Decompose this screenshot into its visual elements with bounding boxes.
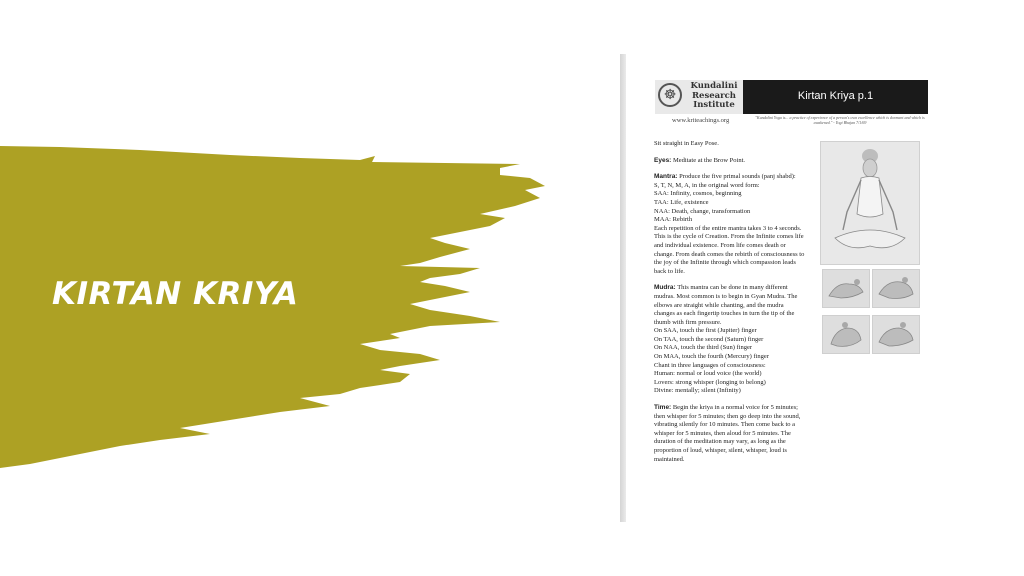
logo-text: Kundalini Research Institute: [690, 81, 738, 110]
document-body: [654, 140, 814, 472]
meditating-figure-illustration: [820, 141, 920, 265]
header-title-bar: [743, 80, 928, 114]
mudra-photo-first-finger: [822, 269, 870, 308]
mudra-photo-second-finger: [872, 269, 920, 308]
mudra-photo-fourth-finger: [872, 315, 920, 354]
document-title: Kirtan Kriya p.1: [797, 90, 874, 102]
intro-text: Sit straight in Easy Pose.: [654, 140, 719, 147]
mudra-section: Mudra: This mantra can be done in many different mudras. Most common is to begin in Gyan Mudra. The elbows are straight while chanting, and the mudra changes as each fingertip touches in turn the tip of the thumb with firm pressure. On SAA, touch the first (Jupiter) finger On TAA, touch the second (Saturn) finger On NAA, touch the third (Sun) finger On MAA, touch the fourth (Mercury) finger Chant in three languages of consciousness: Human: normal or loud voice (the world) Lovers: strong whisper (longing to belong) Divine: mentally; silent (Infinity): [654, 284, 798, 395]
slide-title: KIRTAN KRIYA: [52, 276, 299, 312]
time-section: Time: Begin the kriya in a normal voice for 5 minutes; then whisper for 5 minutes; then go deep into the sound, vibrating silently for 10 minutes. Then come back to a whisper for 5 minutes, then aloud for 5 minutes. The duration of the meditation may vary, as long as the proportion of loud, whisper, silent, whisper, loud is maintained.: [654, 404, 801, 463]
kri-emblem-icon: ☸: [658, 83, 682, 107]
eyes-section: Eyes: Meditate at the Brow Point.: [654, 156, 746, 164]
header-quote: "Kundalini Yoga is... a practice of experience of a person's own excellence which is dormant and which is awakened." - Yogi Bhajan 7/1/69: [755, 115, 925, 125]
website-link[interactable]: www.kriteachings.org: [672, 117, 730, 124]
mantra-section: Mantra: Produce the five primal sounds (panj shabd): S, T, N, M, A, in the original word form: SAA: Infinity, cosmos, beginning TAA: Life, existence NAA: Death, change, transformation MAA: Rebirth Each repetition of the entire mantra takes 3 to 4 seconds. This is the cycle of Creation. From the Infinite comes life and individual existence. From life comes death or change. From death comes the rebirth of consciousness to the joy of the Infinite through which compassion leads back to life.: [654, 173, 805, 275]
kri-logo: [655, 80, 743, 114]
mudra-photo-third-finger: [822, 315, 870, 354]
